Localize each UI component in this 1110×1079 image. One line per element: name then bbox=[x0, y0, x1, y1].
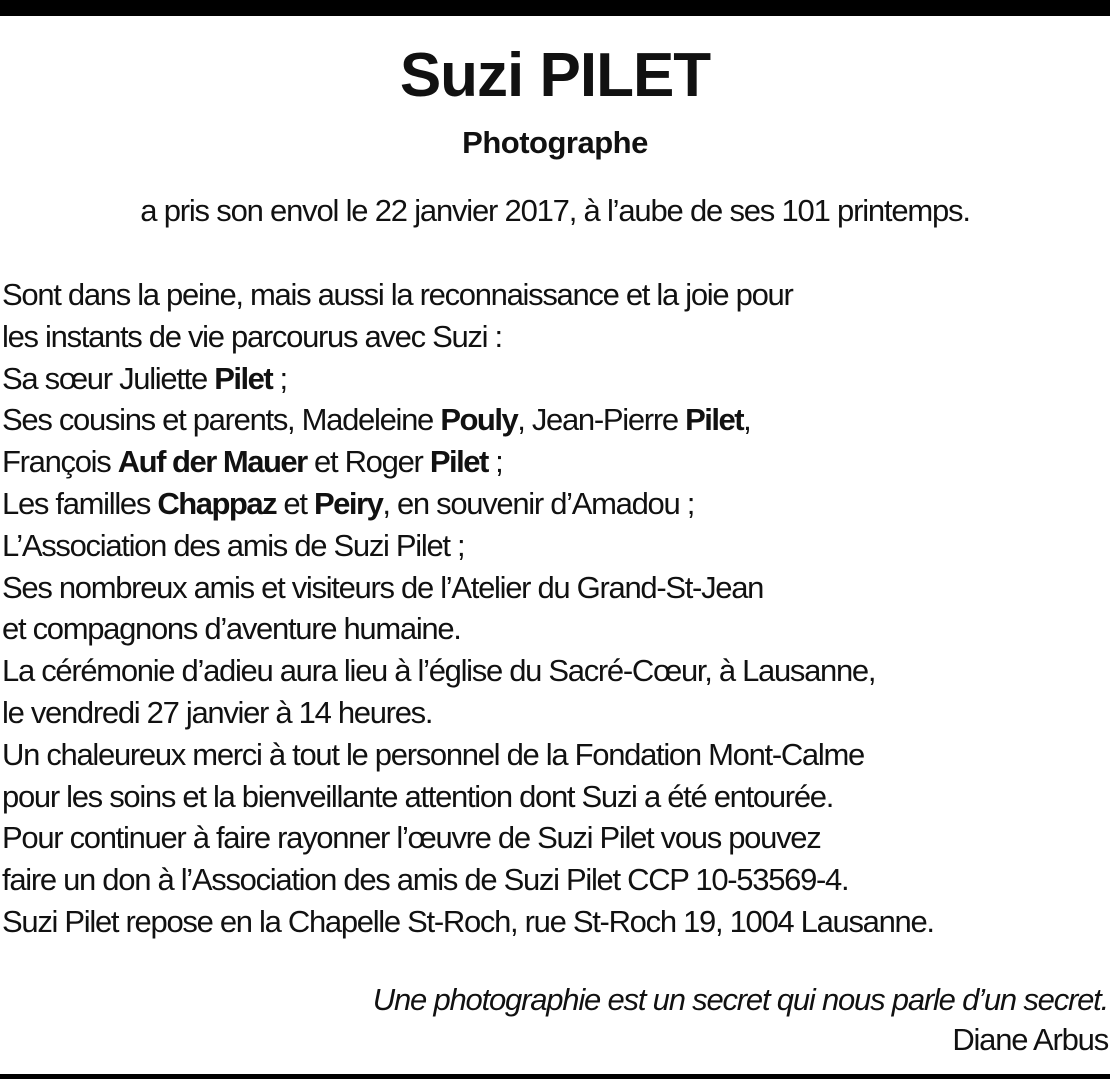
family-name: Pilet bbox=[214, 360, 273, 396]
profession-label: Photographe bbox=[462, 125, 648, 160]
family-name: Pilet bbox=[429, 444, 488, 480]
line-text: , en souvenir d’Amadou ; bbox=[382, 485, 695, 521]
mourner-line bbox=[2, 399, 1108, 441]
line-text: Ses cousins et parents, Madeleine bbox=[2, 402, 441, 438]
family-name: Auf der Mauer bbox=[117, 444, 307, 480]
line-text: ; bbox=[272, 360, 287, 396]
line-text: le vendredi 27 janvier à 14 heures. bbox=[2, 694, 433, 730]
text-line bbox=[2, 608, 1108, 650]
text-line bbox=[2, 274, 1108, 316]
top-border-rule bbox=[0, 0, 1110, 16]
thanks-line bbox=[2, 734, 1108, 776]
line-text: L’Association des amis de Suzi Pilet ; bbox=[2, 527, 465, 563]
line-text: , Jean-Pierre bbox=[517, 402, 686, 438]
line-text: Sa sœur Juliette bbox=[2, 360, 215, 396]
line-text: , bbox=[743, 402, 751, 438]
line-text: La cérémonie d’adieu aura lieu à l’église du Sacré-Cœur, à Lausanne, bbox=[2, 653, 876, 689]
mourner-line bbox=[2, 441, 1108, 483]
mourner-line bbox=[2, 483, 1108, 525]
line-text: Suzi Pilet repose en la Chapelle St-Roch, rue St-Roch 19, 1004 Lausanne. bbox=[2, 903, 934, 939]
line-text: ; bbox=[487, 444, 503, 480]
donation-line bbox=[2, 859, 1108, 901]
death-announcement: a pris son envol le 22 janvier 2017, à l’aube de ses 101 printemps. bbox=[140, 193, 970, 228]
line-text: François bbox=[2, 444, 118, 480]
closing-quote: Une photographie est un secret qui nous parle d’un secret. bbox=[372, 982, 1108, 1017]
line-text: Pour continuer à faire rayonner l’œuvre de Suzi Pilet vous pouvez bbox=[2, 820, 821, 856]
line-text: et compagnons d’aventure humaine. bbox=[2, 611, 461, 647]
quote-author: Diane Arbus bbox=[952, 1022, 1108, 1057]
line-text: faire un don à l’Association des amis de Suzi Pilet CCP 10-53569-4. bbox=[2, 862, 849, 898]
line-text: pour les soins et la bienveillante attention dont Suzi a été entourée. bbox=[2, 778, 834, 814]
line-text: et bbox=[276, 485, 314, 521]
line-text: et Roger bbox=[306, 444, 430, 480]
line-text: Ses nombreux amis et visiteurs de l’Atelier du Grand-St-Jean bbox=[2, 569, 764, 605]
obituary-text bbox=[2, 274, 1108, 943]
text-line bbox=[2, 525, 1108, 567]
family-name: Pouly bbox=[440, 402, 518, 438]
line-text: Les familles bbox=[2, 485, 158, 521]
line-text: les instants de vie parcourus avec Suzi : bbox=[2, 318, 502, 354]
bottom-border-rule bbox=[0, 1074, 1110, 1079]
text-line bbox=[2, 567, 1108, 609]
donation-line bbox=[2, 817, 1108, 859]
deceased-name: Suzi PILET bbox=[399, 41, 711, 110]
family-name: Peiry bbox=[313, 485, 383, 521]
thanks-line bbox=[2, 776, 1108, 818]
ceremony-line bbox=[2, 650, 1108, 692]
ceremony-line bbox=[2, 692, 1108, 734]
text-line bbox=[2, 316, 1108, 358]
mourner-line bbox=[2, 358, 1108, 400]
line-text: Un chaleureux merci à tout le personnel de la Fondation Mont-Calme bbox=[2, 736, 864, 772]
line-text: Sont dans la peine, mais aussi la reconnaissance et la joie pour bbox=[2, 277, 793, 312]
resting-place-line bbox=[2, 901, 1108, 943]
family-name: Chappaz bbox=[157, 485, 277, 521]
family-name: Pilet bbox=[685, 402, 744, 438]
